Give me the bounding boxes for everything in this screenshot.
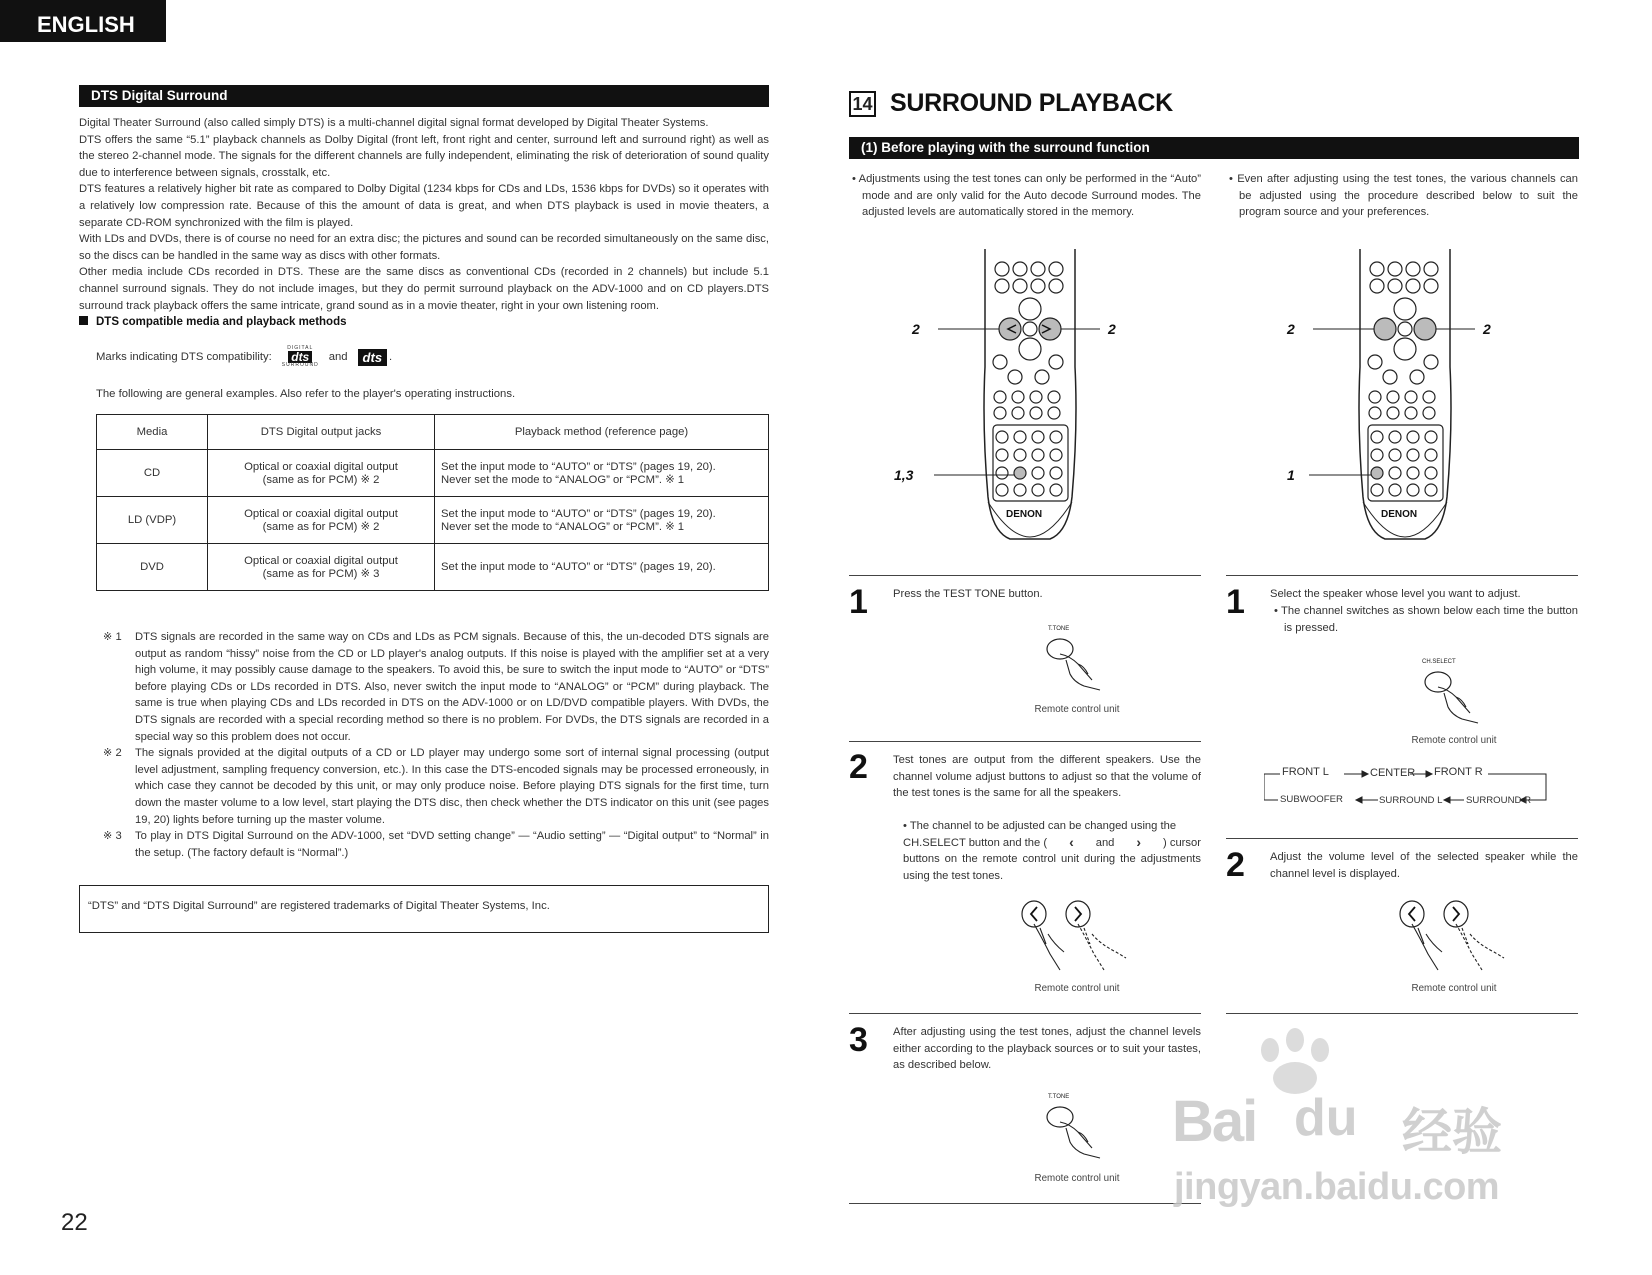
bullet-fragment: ) cursor [1163,836,1201,849]
ttone-button-illustration [1040,626,1110,696]
media-cell: LD (VDP) [97,497,208,544]
footnote-mark: ※ 1 [103,631,122,643]
step-number: 1 [849,583,868,621]
button-label: CH.SELECT [1422,659,1456,665]
callout-label: 2 [1483,321,1491,337]
table-header-row [97,415,769,450]
bullet-preferences: • Even after adjusting using the test tones, the various channels can be adjusted using the procedure described below to suit the program source and your preferences. [1229,173,1578,219]
remote-control-icon [930,247,1100,547]
intro-paragraph: Other media include CDs recorded in DTS. These are the same discs as conventional CDs (recorded in 2 channels) but include 5.1 channel surround signals. They do not include images, but they do permit surround playback on the ADV-1000 and on CD players.DTS surround track playback offers the same intricate, grand sound as in a movie theater, right in your own listening room. [79,266,769,312]
channel-surround-r: SURROUND R [1466,795,1532,806]
button-label: T.TONE [1048,626,1070,632]
step-number: 2 [1226,846,1245,884]
caption: Remote control unit [1411,735,1497,746]
finger-press-icon [1418,667,1488,727]
callout-label: 2 [1108,321,1116,337]
dts-digital-surround-logo [282,346,319,368]
table-header: DTS Digital output jacks [208,415,435,450]
marks-period: . [389,351,393,363]
method-cell [435,450,769,497]
bullet-line: buttons on the remote control unit during the adjustments using the test tones. [903,853,1201,882]
callout-label: 2 [1287,321,1295,337]
step-number: 2 [849,748,868,786]
media-cell: DVD [97,544,208,591]
footnote [103,828,769,861]
left-cursor-icon: ‹ [1069,833,1074,850]
jacks-line: Optical or coaxial digital output [244,460,398,473]
intro-paragraph: Digital Theater Surround (also called simply DTS) is a multi-channel digital signal format developed by Digital Theater Systems. [79,117,709,129]
right-cursor-icon: › [1136,833,1142,850]
footnotes [103,629,769,861]
intro-paragraph: DTS offers the same “5.1” playback channels as Dolby Digital (front left, front right and center, surround left and surround right) as well as the stereo 2-channel mode. The signals for the different channels are fully independent, eliminating the risk of deterioration of sound quality due to interference between signals, crosstalk, etc. [79,133,769,179]
divider [849,741,1201,742]
section-title: SURROUND PLAYBACK [890,89,1173,117]
dts-marks-row [96,346,392,368]
callout-label: 1,3 [894,467,914,483]
finger-press-icon [1040,1102,1110,1162]
method-cell [435,544,769,591]
compatible-media-heading [79,316,347,328]
marks-and: and [328,351,348,363]
footnote-text: DTS signals are recorded in the same way on CDs and LDs as PCM signals. Because of this, the un-decoded DTS signals are output as random “hissy” noise from the CD or LD player's analog outputs. If this noise is played with the amplifier set at a very high volume, it may possibly cause damage to the speakers. To avoid this, be sure to switch the input mode to “AUTO” or “DTS” before playing CDs or LDs recorded in DTS. Also, never switch the input mode to “ANALOG” or “PCM” during playback. The same is true when playing CDs and LDs recorded in DTS on the ADV-1000 or on LD/DVD compatible players. With DVDs, the DTS signals are recorded with a special recording method so there is no problem. For DVDs, the DTS signals are recorded in a special way so this problem does not occur. [135,631,769,743]
cursor-buttons-illustration [1398,898,1508,976]
intro-paragraph: With LDs and DVDs, there is of course no need for an extra disc; the pictures and sound can be recorded simultaneously on the same disc, so the discs can be handled in the same way as discs with other formats. [79,233,769,262]
caption: Remote control unit [1411,983,1497,994]
step-text: After adjusting using the test tones, adjust the channel levels either according to the playback sources or to suit your tastes, as described below. [893,1026,1201,1072]
logo-mid: dts [288,351,312,363]
callout-label: 2 [912,321,920,337]
baidu-watermark [1170,1028,1550,1228]
ttone-button-illustration [1040,1094,1110,1164]
dts-media-table [96,414,769,591]
step-number: 3 [849,1021,868,1059]
footnote-mark: ※ 3 [103,830,122,843]
jacks-cell [208,497,435,544]
bullet-line: • The channel to be adjusted can be changed using the [903,820,1177,832]
footnote [103,745,769,828]
bullet-fragment: and [1095,836,1115,849]
dts-intro [79,115,769,314]
footnote [103,629,769,745]
divider [1226,838,1578,839]
jacks-line: Optical or coaxial digital output [244,554,398,567]
caption: Remote control unit [1034,704,1120,715]
divider [849,1013,1201,1014]
logo-bottom: SURROUND [281,362,319,368]
footnote-text: The signals provided at the digital outputs of a CD or LD player may undergo some sort of internal signal processing (output level adjustment, sampling frequency conversion, etc.). In this case the DTS-encoded signals may be processed erroneously, in which case they cannot be decoded by this unit, or may only produce noise. Before playing DTS signals for the first time, turn down the master volume to a low level, start playing the DTS disc, then check whether the DTS indicator on this unit (see pages 19, 20) lights before turning up the master volume. [135,747,769,826]
jacks-line: Optical or coaxial digital output [244,507,398,520]
jacks-line: (same as for PCM) ※ 3 [262,567,380,580]
bullet-line [903,835,1201,852]
marks-label: Marks indicating DTS compatibility: [96,351,272,363]
method-line: Set the input mode to “AUTO” or “DTS” (pages 19, 20). [441,507,716,520]
footnote-text: To play in DTS Digital Surround on the ADV-1000, set “DVD setting change” — “Audio setting” — “Digital output” to “Normal” in the setup. (The factory default is “Normal”.) [135,830,769,859]
watermark-brand-2: du [1294,1089,1358,1147]
intro-paragraph: DTS features a relatively higher bit rate as compared to Dolby Digital (1234 kbps for CDs and LDs, 1536 kbps for DVDs) so it operates with a relatively low compression rate. Because of this the amount of data is great, and when DTS playback is used in movie theaters, a separate CD-ROM synchronized with the film is played. [79,183,769,229]
examples-note: The following are general examples. Also refer to the player's operating instructions. [96,388,516,400]
cursor-buttons-illustration [1020,898,1130,976]
jacks-line: (same as for PCM) ※ 2 [262,520,380,533]
channel-center: CENTER [1370,767,1416,779]
callout-label: 1 [1287,467,1295,483]
step-bullet: • The channel switches as shown below each time the button is pressed. [1274,605,1578,634]
watermark-url: jingyan.baidu.com [1174,1166,1500,1208]
method-line: Set the input mode to “AUTO” or “DTS” (pages 19, 20). [441,460,716,473]
remote-brand: DENON [1381,509,1418,520]
caption: Remote control unit [1034,983,1120,994]
divider [849,575,1201,576]
remote-illustration-right [1287,247,1491,547]
method-line: Never set the mode to “ANALOG” or “PCM”. ※ 1 [441,473,685,486]
subheading-text: DTS compatible media and playback methods [96,316,347,328]
method-cell [435,497,769,544]
channel-front-r: FRONT R [1434,766,1483,778]
page-number: 22 [61,1209,88,1236]
watermark-brand: Bai [1172,1089,1257,1154]
step-text: Press the TEST TONE button. [893,588,1043,600]
watermark-cn: 经验 [1402,1104,1502,1160]
channel-front-l: FRONT L [1282,766,1329,778]
trademark-box: “DTS” and “DTS Digital Surround” are registered trademarks of Digital Theater Systems, Inc. [79,885,769,933]
footnote-mark: ※ 2 [103,747,122,760]
remote-control-icon [1305,247,1475,547]
square-bullet-icon [79,316,88,325]
channel-subwoofer: SUBWOOFER [1280,794,1343,805]
language-tab: ENGLISH [0,0,166,42]
remote-illustration-left [894,247,1116,547]
divider [1226,1013,1578,1014]
jacks-cell [208,544,435,591]
divider [849,1203,1201,1204]
step-text: Select the speaker whose level you want to adjust. [1270,588,1521,600]
step-text: Test tones are output from the different speakers. Use the channel volume adjust buttons to adjust so that the volume of the test tones is the same for all the speakers. [893,754,1201,800]
caption: Remote control unit [1034,1173,1120,1184]
finger-press-icon [1040,634,1110,694]
chselect-button-illustration [1418,659,1488,729]
step-bullet [903,818,1201,884]
remote-brand: DENON [1006,509,1043,520]
button-label: T.TONE [1048,1094,1070,1100]
bullet-fragment: CH.SELECT button and the ( [903,836,1048,849]
channel-surround-l: SURROUND L [1379,795,1443,806]
jacks-line: (same as for PCM) ※ 2 [262,473,380,486]
media-cell: CD [97,450,208,497]
channel-cycle-diagram [1264,762,1554,812]
logo-top: DIGITAL [287,345,314,351]
dts-heading: DTS Digital Surround [79,85,769,107]
method-line: Never set the mode to “ANALOG” or “PCM”. ※ 1 [441,520,685,533]
finger-press-cursor-icon [1020,898,1130,976]
section-number: 14 [849,91,876,117]
table-header: Playback method (reference page) [435,415,769,450]
step-text: Adjust the volume level of the selected speaker while the channel level is displayed. [1270,851,1578,880]
divider [1226,575,1578,576]
bullet-auto-mode: • Adjustments using the test tones can only be performed in the “Auto” mode and are only valid for the Auto decode Surround modes. The adjusted levels are automatically stored in the memory. [852,173,1201,219]
step-number: 1 [1226,583,1245,621]
table-row [97,450,769,497]
table-row [97,497,769,544]
jacks-cell [208,450,435,497]
table-row [97,544,769,591]
finger-press-cursor-icon [1398,898,1508,976]
table-header: Media [97,415,208,450]
subsection-heading: (1) Before playing with the surround function [849,137,1579,159]
method-line: Set the input mode to “AUTO” or “DTS” (pages 19, 20). [441,561,716,573]
dts-logo: dts [358,349,388,366]
